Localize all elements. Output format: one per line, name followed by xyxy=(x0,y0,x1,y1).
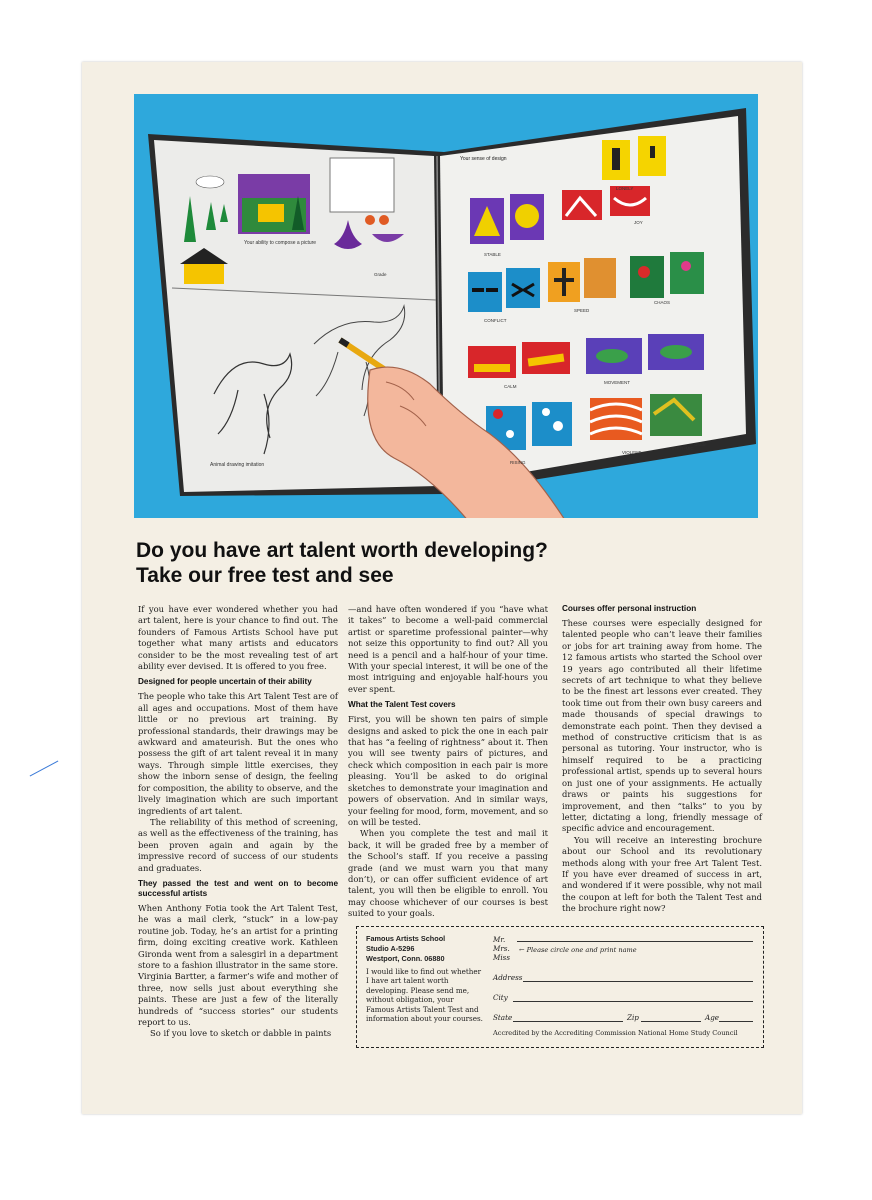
design-label: MOVEMENT xyxy=(604,380,631,385)
animal-caption: Animal drawing imitation xyxy=(210,462,265,468)
name-hint: ← Please circle one and print name xyxy=(519,946,637,954)
city-label: City xyxy=(493,993,508,1002)
paragraph: These courses were especially designed for talented people who can’t leave their families or jobs for art training away from home. The 12 famous artists who started the School over 19 years ago contributed all their lifetime secrets of art technique to what they believe to be the finest art lessons ever created. They took time out from their own busy careers and made thousands of special drawings to demonstrate each point. Then they devised a method of constructive criticism that is as personal as tutoring. Your instructor, who is himself required to be a practicing professional artist, spends up to several hours on just one of your assignments. He actually draws or paints his suggestions for improvement, and then “talks” to you by letter, dictating a long, friendly message of specific advice and encouragement. xyxy=(562,618,762,834)
coupon[interactable] xyxy=(356,926,764,1048)
design-label: CALM xyxy=(504,384,517,389)
name-hint-text: Please circle one and print name xyxy=(526,946,637,954)
address-field[interactable] xyxy=(523,981,753,982)
paragraph: You will receive an interesting brochure about our School and its revolutionary methods along with your free Art Talent Test. If you have ever dreamed of success in art, and wondered if it were possible, why not mail the coupon at left for both the Talent Test and the brochure right now? xyxy=(562,834,762,914)
state-label: State xyxy=(493,1013,513,1022)
zip-field[interactable] xyxy=(641,1021,701,1022)
title-miss[interactable]: Miss xyxy=(493,953,511,962)
zip-label: Zip xyxy=(627,1013,639,1022)
pen-mark xyxy=(30,761,59,777)
design-label: LONELY xyxy=(616,186,634,191)
paragraph: So if you love to sketch or dabble in paints xyxy=(150,1028,332,1039)
headline xyxy=(136,538,756,588)
column-1 xyxy=(138,604,338,1040)
design-label: CHAOS xyxy=(654,300,671,305)
headline-line-1: Do you have art talent worth developing? xyxy=(136,539,548,562)
school-name: Famous Artists School xyxy=(366,934,446,943)
accreditation: Accredited by the Accrediting Commission National Home Study Council xyxy=(493,1029,738,1037)
city-field[interactable] xyxy=(513,1001,753,1002)
title-mrs[interactable]: Mrs. xyxy=(493,944,510,953)
design-label: CONFLICT xyxy=(484,318,507,323)
subhead-successful: They passed the test and went on to become successful artists xyxy=(138,878,338,898)
column-3 xyxy=(562,604,762,915)
address-label: Address xyxy=(493,973,523,982)
design-heading: Your sense of design xyxy=(460,156,507,162)
design-label: SPEED xyxy=(574,308,590,313)
design-label: Grade xyxy=(694,442,707,447)
column-2 xyxy=(348,604,548,920)
design-label: VIOLENT xyxy=(622,450,642,455)
headline-line-2: Take our free test and see xyxy=(136,564,394,587)
school-city: Westport, Conn. 06880 xyxy=(366,954,445,963)
magazine-page xyxy=(82,62,802,1114)
design-label: JOY xyxy=(634,220,643,225)
hero-illustration xyxy=(134,94,758,518)
age-field[interactable] xyxy=(719,1021,753,1022)
age-label: Age xyxy=(705,1013,720,1022)
title-mr[interactable]: Mr. xyxy=(493,935,506,944)
design-label: STABLE xyxy=(484,252,501,257)
subhead-courses: Courses offer personal instruction xyxy=(562,604,697,613)
subhead-uncertain: Designed for people uncertain of their ability xyxy=(138,677,312,687)
compose-caption: Your ability to compose a picture xyxy=(244,240,317,246)
intro-paragraph: If you have ever wondered whether you had art talent, here is your chance to find out. The founders of Famous Artists School have put together what many artists and educators consider to be the most revealing test of art ability ever devised. It is offered to you free. xyxy=(138,604,338,672)
paragraph: The reliability of this method of screening, as well as the effectiveness of the training, has been proven again and again by the impressive record of success of our students and graduates. xyxy=(138,816,338,873)
name-field[interactable] xyxy=(517,941,753,942)
paragraph: The people who take this Art Talent Test are of all ages and occupations. Most of them have little or no previous art training. By professional standards, their drawings may be awkward and amateurish. But the ones who possess the gift of art talent reveal it in many ways. Through simple little exercises, they show the inborn sense of design, the feeling for composition, the ability to observe, and the lively imagination which are such important ingredients of art talent. xyxy=(138,691,338,816)
coupon-address xyxy=(366,934,484,964)
open-book-drawing xyxy=(134,94,758,518)
studio-code: Studio A-5296 xyxy=(366,944,415,953)
coupon-request-text: I would like to find out whether I have art talent worth developing. Please send me, without obligation, your Famous Artists Talent Test and information about your courses. xyxy=(366,967,483,1024)
paragraph: —and have often wondered if you “have what it takes” to become a well-paid commercial artist or sparetime professional painter—why not seize this opportunity to find out? All you need is a pencil and a half-hour of your time. With your special interest, it will be one of the most intriguing and enjoyable half-hours you ever spent. xyxy=(348,604,548,694)
paragraph: When you complete the test and mail it back, it will be graded free by a member of the School’s staff. If you receive a passing grade (and we must warn you that many don’t), or can offer sufficient evidence of art talent, you will then be eligible to enroll. You may choose whichever of our courses is best suited to your goals. xyxy=(348,828,548,919)
design-label: RISING xyxy=(510,460,526,465)
grade-label-top: Grade xyxy=(374,272,387,277)
subhead-test-covers: What the Talent Test covers xyxy=(348,700,456,710)
state-field[interactable] xyxy=(513,1021,623,1022)
paragraph: First, you will be shown ten pairs of simple designs and asked to pick the one in each pair that has “a feeling of rightness” about it. Then you will see twenty pairs of pictures, and check which composition in each pair is more pleasing. You’ll be asked to do original sketches to demonstrate your imagination and powers of observation. And in similar ways, your feeling for mood, form, movement, and so on will be tested. xyxy=(348,714,548,827)
design-label: RHYTHMIC xyxy=(670,446,694,451)
paragraph: When Anthony Fotia took the Art Talent Test, he was a mail clerk, “stuck” in a low-pay routine job. Today, he’s an artist for a printing firm, doing exciting creative work. Kathleen Gironda went from a salesgirl in a department store to a fashion illustrator in the same store. Virginia Bartter, a farmer’s wife and mother of three, now sells just about everything she paints. These are just a few of the literally hundreds of “success stories” our students report to us. xyxy=(138,902,338,1027)
